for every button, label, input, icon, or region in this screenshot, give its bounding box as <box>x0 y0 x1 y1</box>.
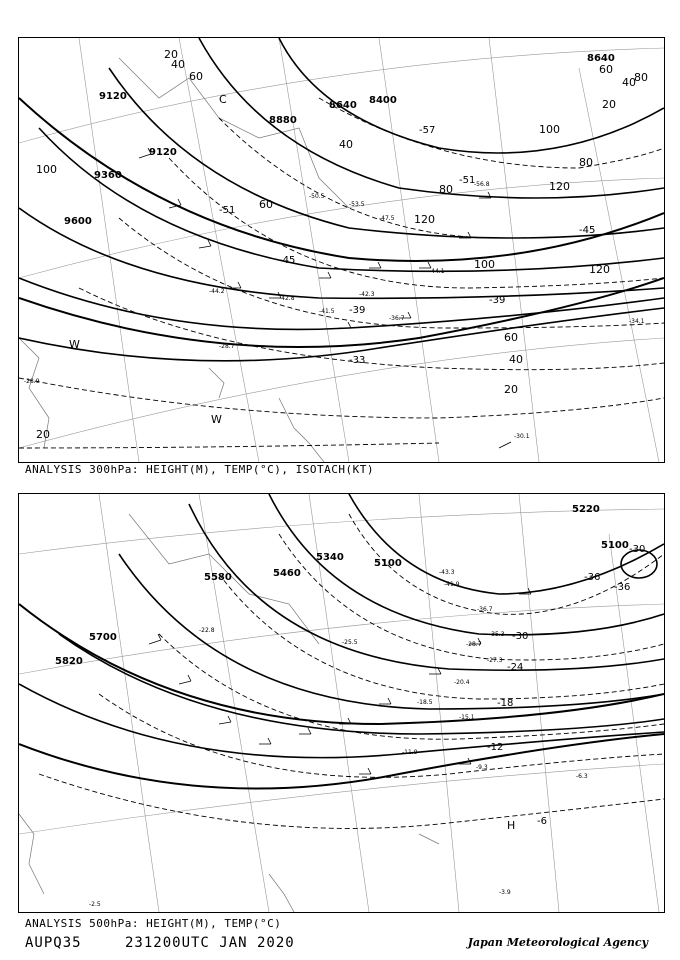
isotach-label: 40 <box>171 58 185 71</box>
temperature-label: -45 <box>579 225 596 236</box>
bottom-chart-caption: ANALYSIS 500hPa: HEIGHT(M), TEMP(°C) <box>25 917 282 930</box>
warm-symbol: W <box>211 413 222 426</box>
height-contours <box>19 38 664 361</box>
temperature-label: -57 <box>419 125 436 136</box>
height-label: 8640 <box>329 100 357 111</box>
isotach-label: 120 <box>549 180 570 193</box>
station-value: -36.7 <box>477 606 493 613</box>
analysis-300hpa-map-svg <box>19 38 664 462</box>
temperature-label: -30 <box>629 544 646 555</box>
station-value: -42.8 <box>279 295 295 302</box>
station-value: -3.9 <box>499 889 511 896</box>
station-value: -50.5 <box>309 193 325 200</box>
temperature-label: -39 <box>489 295 506 306</box>
isotach-label: 40 <box>509 353 523 366</box>
station-value: -44.2 <box>209 288 225 295</box>
height-label: 9360 <box>94 170 122 181</box>
station-value: -20.4 <box>454 679 470 686</box>
temperature-label: -24 <box>507 662 524 673</box>
isotach-label: 20 <box>164 48 178 61</box>
station-value: -47.5 <box>379 215 395 222</box>
station-value: -9.3 <box>476 764 488 771</box>
station-value: -28.7 <box>466 641 482 648</box>
warm-symbol: W <box>69 338 80 351</box>
analysis-500hpa-map-svg <box>19 494 664 912</box>
isotach-label: 100 <box>474 258 495 271</box>
temperature-label: -33 <box>349 355 366 366</box>
isotach-label: 80 <box>634 71 648 84</box>
isotach-label: 100 <box>539 123 560 136</box>
station-value: -22.8 <box>199 627 215 634</box>
isotach-label: 40 <box>622 76 636 89</box>
temperature-label: -51 <box>459 175 476 186</box>
station-value: -30.1 <box>514 433 530 440</box>
station-value: -53.5 <box>349 201 365 208</box>
station-value: -25.5 <box>342 639 358 646</box>
temperature-label: -51 <box>219 205 236 216</box>
isotach-label: 40 <box>339 138 353 151</box>
station-value: -41.5 <box>319 308 335 315</box>
height-label: 5700 <box>89 632 117 643</box>
station-value: -15.1 <box>459 714 475 721</box>
height-label: 8400 <box>369 95 397 106</box>
station-value: -36.7 <box>389 315 405 322</box>
isotach-label: 100 <box>36 163 57 176</box>
station-value: -56.8 <box>474 181 490 188</box>
height-label: 8880 <box>269 115 297 126</box>
station-value: -28.9 <box>24 378 40 385</box>
isotach-label: 20 <box>602 98 616 111</box>
temperature-label: -36 <box>584 572 601 583</box>
temperature-label: -6 <box>537 816 547 827</box>
isotach-label: 60 <box>504 331 518 344</box>
isotach-label: 60 <box>189 70 203 83</box>
height-label: 5340 <box>316 552 344 563</box>
top-chart-caption: ANALYSIS 300hPa: HEIGHT(M), TEMP(°C), ISOTACH(KT) <box>25 463 375 476</box>
temperature-label: -30 <box>512 631 529 642</box>
temperature-label: -45 <box>279 255 296 266</box>
height-label: 5100 <box>374 558 402 569</box>
isotach-label: 80 <box>439 183 453 196</box>
station-value: -44.1 <box>429 268 445 275</box>
temperature-label: -12 <box>487 742 504 753</box>
station-value: -41.9 <box>444 581 460 588</box>
height-label: 5220 <box>572 504 600 515</box>
isotach-label: 80 <box>579 156 593 169</box>
height-label: 5820 <box>55 656 83 667</box>
wind-barbs <box>149 588 531 774</box>
temperature-label: -39 <box>349 305 366 316</box>
station-value: -27.3 <box>487 657 503 664</box>
station-value: -43.3 <box>439 569 455 576</box>
high-pressure-symbol: H <box>507 819 516 832</box>
station-value: -18.5 <box>417 699 433 706</box>
product-code: AUPQ35 <box>25 935 82 951</box>
analysis-300hpa-map <box>18 37 665 463</box>
station-value: -11.9 <box>402 749 418 756</box>
height-label: 5580 <box>204 572 232 583</box>
isotach-label: 20 <box>36 428 50 441</box>
analysis-500hpa-map <box>18 493 665 913</box>
station-value: -28.7 <box>219 343 235 350</box>
station-value: -2.5 <box>89 901 101 908</box>
station-value: -34.1 <box>629 318 645 325</box>
station-value: -6.3 <box>576 773 588 780</box>
station-value: -42.3 <box>359 291 375 298</box>
isotach-label: 60 <box>259 198 273 211</box>
isotach-label: 20 <box>504 383 518 396</box>
height-label: 5100 <box>601 540 629 551</box>
isotach-label: 120 <box>589 263 610 276</box>
station-value: -35.3 <box>489 631 505 638</box>
height-label: 9120 <box>99 91 127 102</box>
temperature-label: -36 <box>614 582 631 593</box>
agency-name: Japan Meteorological Agency <box>467 936 648 949</box>
isotach-label: 60 <box>599 63 613 76</box>
analysis-time: 231200UTC JAN 2020 <box>125 935 295 951</box>
height-contours <box>19 494 664 758</box>
height-label: 9120 <box>149 147 177 158</box>
height-label: 5460 <box>273 568 301 579</box>
temperature-label: -18 <box>497 698 514 709</box>
height-label: 9600 <box>64 216 92 227</box>
height-label: 8640 <box>587 53 615 64</box>
coastlines <box>19 58 349 462</box>
isotach-label: 120 <box>414 213 435 226</box>
cold-symbol: C <box>219 93 227 106</box>
